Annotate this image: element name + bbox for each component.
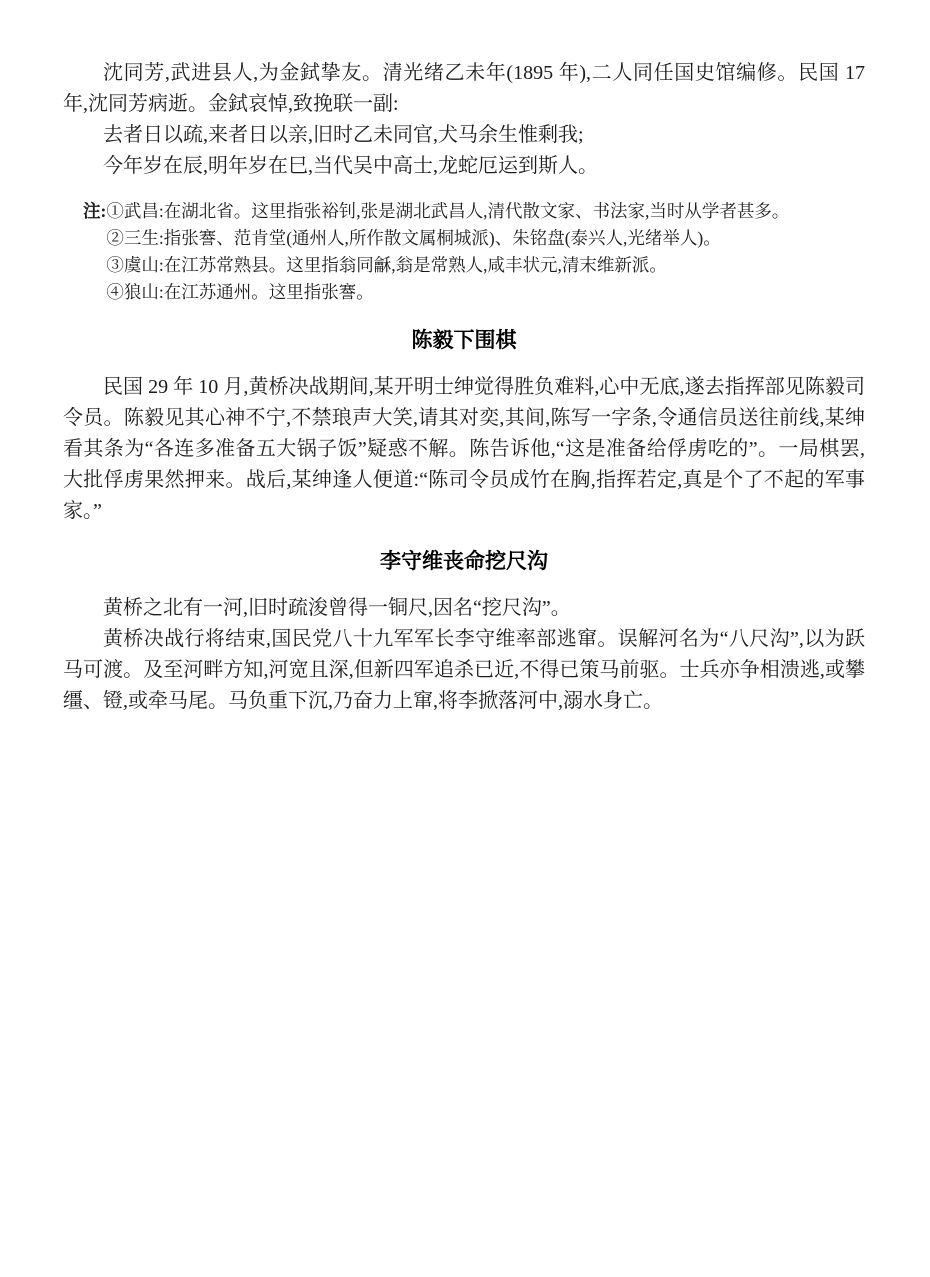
footnotes-block [83,198,865,306]
story-lishouwei [63,593,865,717]
story-paragraph: 民国 29 年 10 月,黄桥决战期间,某开明士绅觉得胜负难料,心中无底,遂去指挥部见陈毅司令员。陈毅见其心神不宁,不禁琅声大笑,请其对奕,其间,陈写一字条,令通信员送往前线,某绅看其条为“各连多准备五大锅子饭”疑惑不解。陈告诉他,“这是准备给俘虏吃的”。一局棋罢,大批俘虏果然押来。战后,某绅逢人便道:“陈司令员成竹在胸,指挥若定,真是个了不起的军事家。” [63,376,865,522]
intro-paragraph: 沈同芳,武进县人,为金鉽挚友。清光绪乙未年(1895 年),二人同任国史馆编修。民国 17 年,沈同芳病逝。金鉽哀悼,致挽联一副: [63,62,865,115]
section-title-lishouwei: 李守维丧命挖尺沟 [380,550,548,573]
footnote-item-4: ④狼山:在江苏通州。这里指张謇。 [106,282,374,302]
footnote-item-1: ①武昌:在湖北省。这里指张裕钊,张是湖北武昌人,清代散文家、书法家,当时从学者甚多。 [106,201,790,221]
footnote-item-3: ③虞山:在江苏常熟县。这里指翁同龢,翁是常熟人,咸丰状元,清末维新派。 [106,255,667,275]
footnotes-list [106,198,865,306]
footnote-item-2: ②三生:指张謇、范肯堂(通州人,所作散文属桐城派)、朱铭盘(泰兴人,光绪举人)。 [106,228,721,248]
story-chenyi-weiqi [63,372,865,527]
footnotes-label: 注: [83,201,107,221]
story-paragraph: 黄桥之北有一河,旧时疏浚曾得一铜尺,因名“挖尺沟”。 [103,597,571,619]
couplet-line-2: 今年岁在辰,明年岁在巳,当代吴中高士,龙蛇厄运到斯人。 [103,155,598,177]
story-paragraph: 黄桥决战行将结束,国民党八十九军军长李守维率部逃窜。误解河名为“八尺沟”,以为跃马可渡。及至河畔方知,河宽且深,但新四军追杀已近,不得已策马前驱。士兵亦争相溃逃,或攀缰、镫,或牵马尾。马负重下沉,乃奋力上窜,将李掀落河中,溺水身亡。 [63,628,865,712]
section-title-chenyi-weiqi: 陈毅下围棋 [411,329,517,352]
couplet-line-1: 去者日以疏,来者日以亲,旧时乙未同官,犬马余生惟剩我; [103,124,584,146]
elegiac-couplet [63,120,865,182]
